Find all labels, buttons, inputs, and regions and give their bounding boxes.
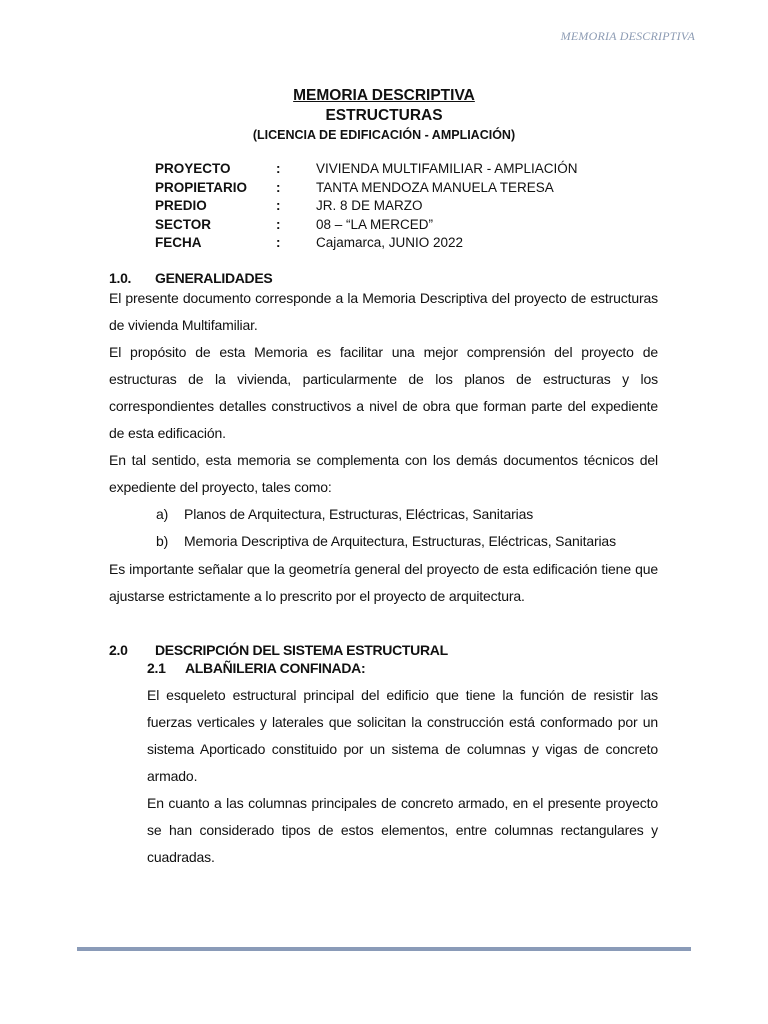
document-license-type: (LICENCIA DE EDIFICACIÓN - AMPLIACIÓN)	[252, 128, 516, 142]
subsection-heading-albanileria	[147, 660, 365, 676]
section-number: 1.0.	[109, 270, 132, 286]
list-text: Memoria Descriptiva de Arquitectura, Estructuras, Eléctricas, Sanitarias	[184, 533, 616, 549]
footer-divider	[77, 947, 691, 951]
info-label: FECHA	[155, 235, 202, 250]
info-value: TANTA MENDOZA MANUELA TERESA	[316, 179, 554, 195]
title-block	[0, 86, 768, 144]
section-title: GENERALIDADES	[155, 270, 273, 286]
info-value: 08 – “LA MERCED”	[316, 216, 434, 232]
info-label: PROYECTO	[155, 161, 231, 176]
subsection-number: 2.1	[147, 660, 166, 676]
section-title: DESCRIPCIÓN DEL SISTEMA ESTRUCTURAL	[155, 642, 448, 658]
info-colon: :	[276, 161, 281, 176]
info-colon: :	[276, 216, 281, 232]
info-label: PREDIO	[155, 198, 207, 213]
paragraph: El presente documento corresponde a la Memoria Descriptiva del proyecto de estructuras de vivienda Multifamiliar.	[109, 290, 658, 333]
running-header: MEMORIA DESCRIPTIVA	[560, 29, 695, 43]
paragraph: El esqueleto estructural principal del edificio que tiene la función de resistir las fuerzas verticales y laterales que solicitan la construcción está conformado por un sistema Aporticado constituido por un sistema de columnas y vigas de concreto armado.	[147, 687, 658, 784]
paragraph: En cuanto a las columnas principales de concreto armado, en el presente proyecto se han considerado tipos de estos elementos, entre columnas rectangulares y cuadradas.	[147, 795, 658, 865]
info-label: SECTOR	[155, 216, 212, 232]
subsection-title: ALBAÑILERIA CONFINADA:	[185, 660, 366, 676]
document-title: MEMORIA DESCRIPTIVA	[293, 87, 475, 104]
paragraph: Es importante señalar que la geometría general del proyecto de esta edificación tiene que ajustarse estrictamente a lo prescrito por el proyecto de arquitectura.	[109, 561, 658, 604]
list-text: Planos de Arquitectura, Estructuras, Eléctricas, Sanitarias	[184, 506, 534, 522]
info-value: Cajamarca, JUNIO 2022	[316, 235, 464, 250]
paragraph: En tal sentido, esta memoria se complementa con los demás documentos técnicos del expediente del proyecto, tales como:	[109, 452, 658, 495]
info-label: PROPIETARIO	[155, 179, 248, 195]
info-colon: :	[276, 235, 281, 250]
paragraph: El propósito de esta Memoria es facilitar una mejor comprensión del proyecto de estructuras de la vivienda, particularmente de los planos de estructuras y los correspondientes detalles constructivos a nivel de obra que forman parte del expediente de esta edificación.	[109, 344, 658, 441]
section-heading-sistema-estructural	[109, 642, 448, 658]
info-value: VIVIENDA MULTIFAMILIAR - AMPLIACIÓN	[316, 161, 578, 176]
info-colon: :	[276, 198, 281, 213]
section-heading-generalidades	[109, 270, 272, 286]
list-marker: a)	[156, 506, 169, 522]
document-subtitle: ESTRUCTURAS	[325, 107, 443, 124]
info-value: JR. 8 DE MARZO	[316, 198, 423, 213]
section-number: 2.0	[109, 642, 128, 658]
list-marker: b)	[156, 533, 169, 549]
info-colon: :	[276, 179, 281, 195]
